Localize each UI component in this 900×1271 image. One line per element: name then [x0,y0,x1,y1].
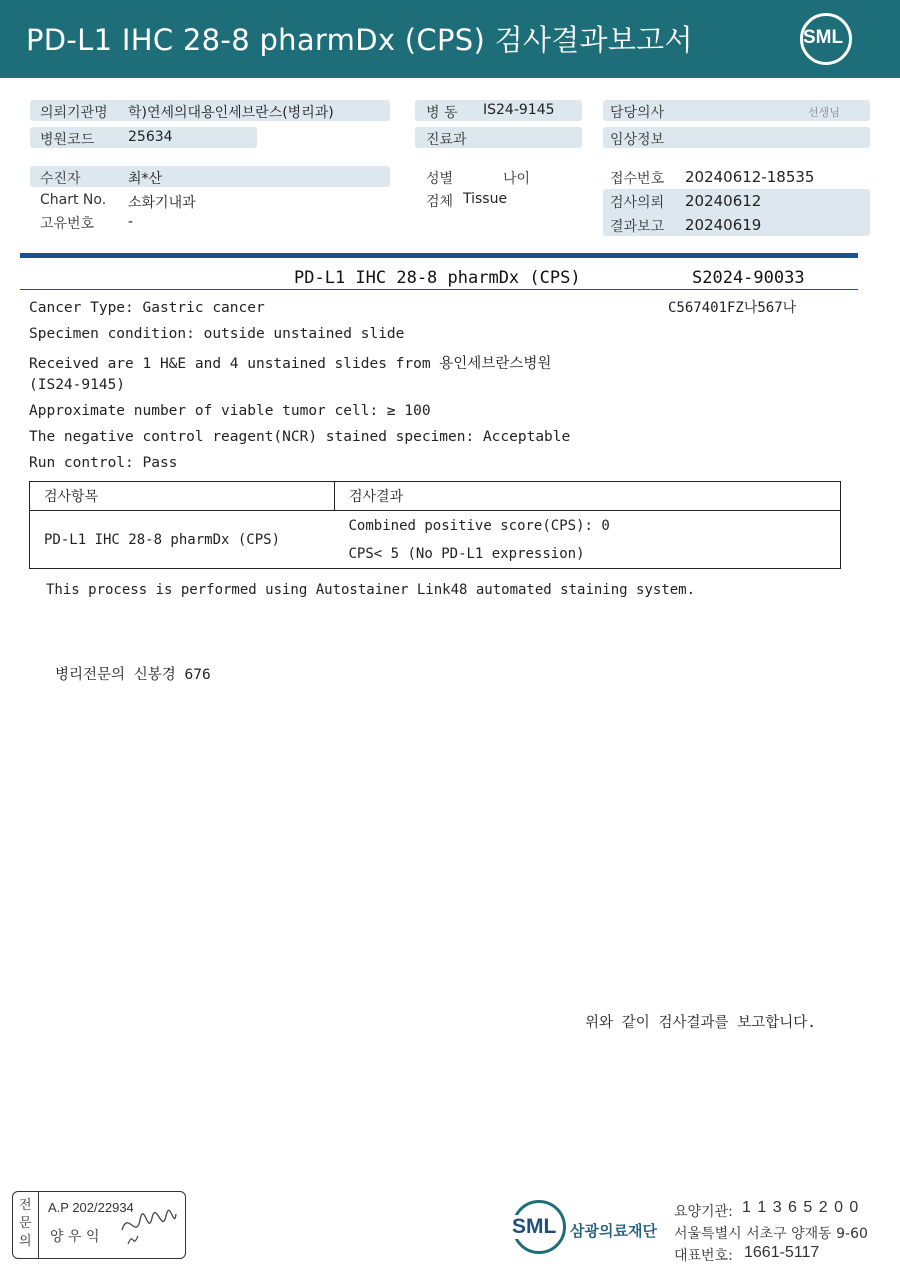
report-sub-code: C567401FZ나567나 [668,300,797,316]
header-result: 검사결과 [349,489,404,505]
chart-label: Chart No. [40,192,107,208]
report-date-value: 20240619 [685,216,762,234]
divider-thick [20,253,858,258]
ward-value: IS24-9145 [483,102,555,118]
sml-logo [800,13,852,65]
request-label: 검사의뢰 [610,195,665,211]
doctor-suffix: 선생님 [808,106,840,119]
clinical-info-label: 임상정보 [610,132,665,148]
institution-code-value: 1 1 3 6 5 2 0 0 [742,1199,860,1216]
report-line: Received are 1 H&E and 4 unstained slides from 용인세브란스병원 [29,356,552,372]
org-name: 삼광의료재단 [570,1222,657,1240]
institution-code-label: 요양기관: [674,1204,733,1220]
stamp-name: 양 우 익 [50,1229,100,1245]
logo-text: SML [803,27,844,48]
table-header-row [30,482,841,511]
specimen-value: Tissue [463,191,508,207]
header-item-cell [30,482,335,511]
receipt-no-label: 접수번호 [610,171,665,187]
closing-statement: 위와 같이 검사결과를 보고합니다. [585,1015,817,1031]
hospital-code-value: 25634 [128,129,173,145]
result-line-2: CPS< 5 (No PD-L1 expression) [348,545,585,562]
report-line: Run control: Pass [29,455,178,471]
divider-thin [20,289,858,290]
footer-logo-text: SML [512,1215,557,1238]
pathologist-signature: 병리전문의 신봉경 676 [55,667,211,683]
phone-label: 대표번호: [674,1248,733,1264]
report-date-label: 결과보고 [610,219,665,235]
unique-value: - [128,214,134,230]
stamp-divider [38,1192,39,1258]
header-item: 검사항목 [44,489,99,505]
patient-value: 최*산 [128,171,163,187]
doctor-label: 담당의사 [610,105,665,121]
test-item: PD-L1 IHC 28-8 pharmDx (CPS) [44,531,281,548]
page-title: PD-L1 IHC 28-8 pharmDx (CPS) 검사결과보고서 [26,23,693,57]
result-cell [335,511,841,569]
hospital-code-label: 병원코드 [40,132,95,148]
process-note: This process is performed using Autostainer Link48 automated staining system. [46,582,696,598]
header-result-cell [335,482,841,511]
ap-number: A.P 202/22934 [48,1200,134,1215]
specimen-label: 검체 [426,194,454,210]
dept-label: 진료과 [426,132,467,148]
footer-sml-logo [508,1198,568,1256]
age-label: 나이 [503,171,531,187]
report-line: The negative control reagent(NCR) stained specimen: Acceptable [29,429,571,445]
handwritten-signature [118,1200,180,1252]
ward-label: 병 동 [426,105,458,121]
report-line: Cancer Type: Gastric cancer [29,300,265,316]
item-cell [30,511,335,569]
sex-label: 성별 [426,171,454,187]
address: 서울특별시 서초구 양재동 9-60 [674,1226,868,1242]
stamp-side-label: 전문의 [19,1198,32,1249]
report-line: Specimen condition: outside unstained slide [29,326,405,342]
patient-pill [30,166,390,187]
patient-label: 수진자 [40,171,81,187]
report-title: PD-L1 IHC 28-8 pharmDx (CPS) [294,268,581,288]
phone-value: 1661-5117 [744,1244,820,1261]
result-table [29,481,841,569]
receipt-no-value: 20240612-18535 [685,168,815,186]
report-line: (IS24-9145) [29,377,126,393]
institution-value: 학)연세의대용인세브란스(병리과) [128,105,334,121]
unique-label: 고유번호 [40,216,95,232]
result-line-1: Combined positive score(CPS): 0 [348,517,610,534]
report-line: Approximate number of viable tumor cell: ≥ 100 [29,403,431,419]
report-number: S2024-90033 [692,268,805,288]
request-value: 20240612 [685,192,762,210]
institution-label: 의뢰기관명 [40,105,108,121]
table-row [30,511,841,569]
chart-value: 소화기내과 [128,195,196,211]
